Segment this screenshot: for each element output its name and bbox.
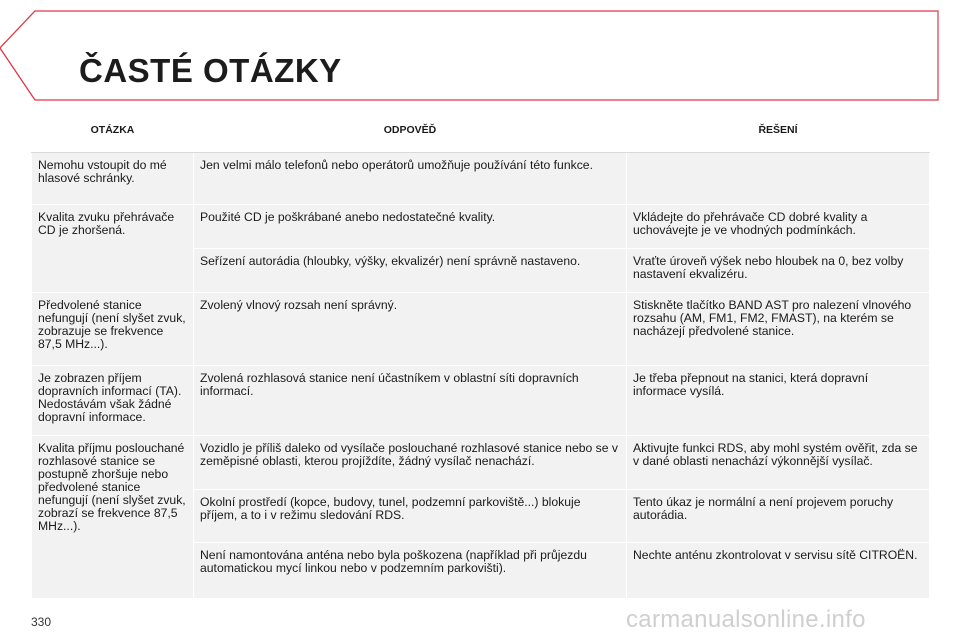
column-header-solution: ŘEŠENÍ (627, 108, 930, 153)
page-number: 330 (31, 615, 52, 629)
answer-cell: Jen velmi málo telefonů nebo operátorů umožňuje používání této funkce. (194, 153, 627, 205)
table-row (32, 436, 930, 490)
table-row (32, 205, 930, 249)
question-cell: Předvolené stanice nefungují (není slyšet zvuk, zobrazuje se frekvence 87,5 MHz...). (32, 293, 194, 366)
table-row (32, 366, 930, 436)
solution-cell: Stiskněte tlačítko BAND AST pro nalezení vlnového rozsahu (AM, FM1, FM2, FMAST), na kterém se nacházejí předvolené stanice. (627, 293, 930, 366)
answer-cell: Vozidlo je příliš daleko od vysílače poslouchané rozhlasové stanice nebo se v zeměpisné oblasti, kterou projíždíte, žádný vysílač nenachází. (194, 436, 627, 490)
answer-cell: Seřízení autorádia (hloubky, výšky, ekvalizér) není správně nastaveno. (194, 249, 627, 293)
question-cell: Kvalita příjmu poslouchané rozhlasové stanice se postupně zhoršuje nebo předvolené stanice nefungují (není slyšet zvuk, zobrazí se frekvence 87,5 MHz...). (32, 436, 194, 599)
question-cell: Kvalita zvuku přehrávače CD je zhoršená. (32, 205, 194, 293)
table-row (32, 153, 930, 205)
solution-cell: Aktivujte funkci RDS, aby mohl systém ověřit, zda se v dané oblasti nenachází výkonnější vysílač. (627, 436, 930, 490)
column-header-question: OTÁZKA (32, 108, 194, 153)
solution-cell: Vkládejte do přehrávače CD dobré kvality a uchovávejte je ve vhodných podmínkách. (627, 205, 930, 249)
table-header-row (32, 108, 930, 153)
page-title: ČASTÉ OTÁZKY (79, 52, 342, 89)
question-cell: Nemohu vstoupit do mé hlasové schránky. (32, 153, 194, 205)
faq-table (31, 108, 930, 599)
table-row (32, 293, 930, 366)
question-cell: Je zobrazen příjem dopravních informací (TA). Nedostávám však žádné dopravní informace. (32, 366, 194, 436)
answer-cell: Zvolený vlnový rozsah není správný. (194, 293, 627, 366)
answer-cell: Není namontována anténa nebo byla poškozena (například při průjezdu automatickou mycí linkou nebo v podzemním parkovišti). (194, 543, 627, 599)
answer-cell: Okolní prostředí (kopce, budovy, tunel, podzemní parkoviště...) blokuje příjem, a to i v režimu sledování RDS. (194, 490, 627, 543)
answer-cell: Zvolená rozhlasová stanice není účastníkem v oblastní síti dopravních informací. (194, 366, 627, 436)
solution-cell: Vraťte úroveň výšek nebo hloubek na 0, bez volby nastavení ekvalizéru. (627, 249, 930, 293)
solution-cell (627, 153, 930, 205)
solution-cell: Nechte anténu zkontrolovat v servisu sítě CITROËN. (627, 543, 930, 599)
watermark-text: carmanualsonline.info (626, 606, 866, 633)
column-header-answer: ODPOVĚĎ (194, 108, 627, 153)
answer-cell: Použité CD je poškrábané anebo nedostatečné kvality. (194, 205, 627, 249)
solution-cell: Tento úkaz je normální a není projevem poruchy autorádia. (627, 490, 930, 543)
solution-cell: Je třeba přepnout na stanici, která dopravní informace vysílá. (627, 366, 930, 436)
